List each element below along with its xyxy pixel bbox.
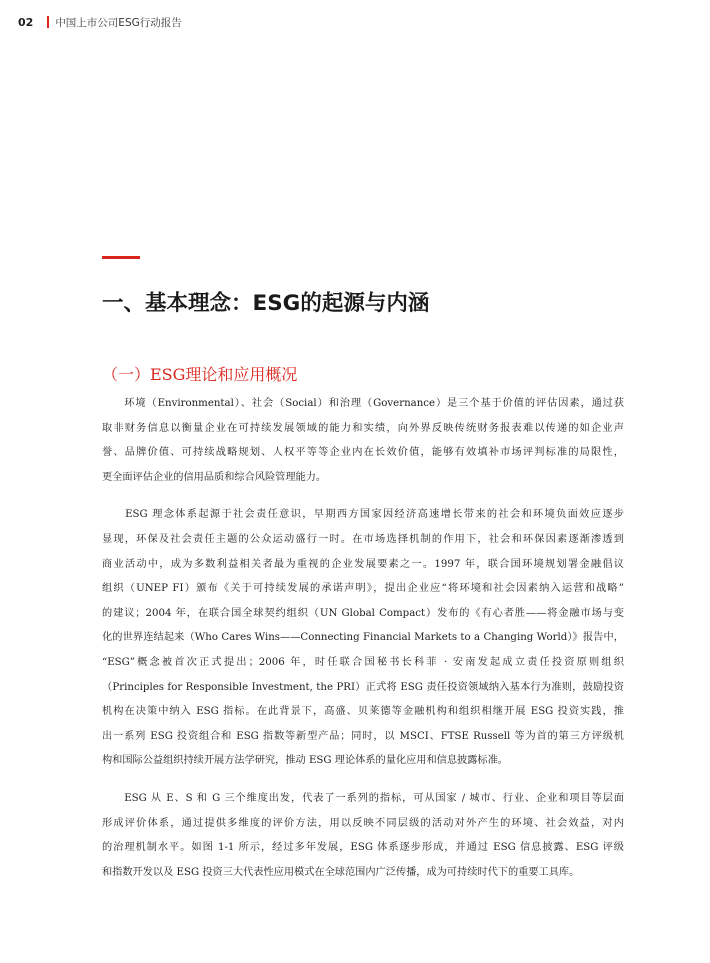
text-line: ESG 理念体系起源于社会责任意识，早期西方国家因经济高速增长带来的社会和环境负面效应逐步: [102, 509, 624, 521]
paragraph: [102, 787, 624, 885]
text-line: “ESG”概念被首次正式提出；2006 年，时任联合国秘书长科菲 · 安南发起成立责任投资原则组织: [102, 656, 624, 668]
text-line: 取非财务信息以衡量企业在可持续发展领域的能力和实绩，向外界反映传统财务报表难以传递的如企业声: [102, 422, 624, 434]
text-line: 誉、品牌价值、可持续战略规划、人权平等等企业内在长效价值，能够有效填补市场评判标准的局限性，: [102, 447, 624, 459]
text-line: 出一系列 ESG 投资组合和 ESG 指数等新型产品；同时，以 MSCI、FTSE Russell 等为首的第三方评级机: [102, 730, 624, 742]
header-divider: [47, 16, 49, 28]
text-line: 组织（UNEP FI）颁布《关于可持续发展的承诺声明》，提出企业应“将环境和社会因素纳入运营和战略”: [102, 583, 624, 595]
text-line: 显现，环保及社会责任主题的公众运动盛行一时。在市场选择机制的作用下，社会和环保因素逐渐渗透到: [102, 533, 624, 545]
report-title: 中国上市公司ESG行动报告: [55, 16, 182, 29]
text-line: 的建议；2004 年，在联合国全球契约组织（UN Global Compact）发布的《有心者胜——将金融市场与变: [102, 607, 624, 619]
running-header: [18, 14, 182, 30]
text-line: ESG 从 E、S 和 G 三个维度出发，代表了一系列的指标，可从国家 / 城市、行业、企业和项目等层面: [102, 792, 624, 804]
text-line: 机构在决策中纳入 ESG 指标。在此背景下，高盛、贝莱德等金融机构和组织相继开展 ESG 投资实践，推: [102, 706, 624, 718]
text-line: 的治理机制水平。如图 1-1 所示，经过多年发展，ESG 体系逐步形成，并通过 ESG 信息披露、ESG 评级: [102, 842, 624, 854]
text-line: 更全面评估企业的信用品质和综合风险管理能力。: [102, 471, 327, 483]
section-heading: 一、基本理念：ESG的起源与内涵: [102, 291, 430, 316]
text-line: 商业活动中，成为多数利益相关者最为重视的企业发展要素之一。1997 年，联合国环境规划署金融倡议: [102, 558, 624, 570]
page-number: 02: [18, 15, 34, 29]
text-line: 形成评价体系，通过提供多维度的评价方法，用以反映不同层级的活动对外产生的环境、社会效益，对内: [102, 817, 624, 829]
heading-accent-line: [102, 256, 140, 259]
text-line: 环境（Environmental）、社会（Social）和治理（Governance）是三个基于价值的评估因素，通过获: [102, 398, 624, 409]
subsection-heading: （一）ESG理论和应用概况: [102, 365, 298, 384]
paragraph: [102, 392, 624, 490]
body-text: [102, 392, 624, 898]
text-line: 化的世界连结起来（Who Cares Wins——Connecting Financial Markets to a Changing World）》报告中，: [102, 632, 624, 644]
paragraph: [102, 503, 624, 774]
text-line: 构和国际公益组织持续开展方法学研究，推动 ESG 理论体系的量化应用和信息披露标准。: [102, 755, 508, 767]
text-line: （Principles for Responsible Investment, the PRI）正式将 ESG 责任投资领域纳入基本行为准则，鼓励投资: [102, 681, 624, 693]
text-line: 和指数开发以及 ESG 投资三大代表性应用模式在全球范围内广泛传播，成为可持续时代下的重要工具库。: [102, 866, 580, 878]
